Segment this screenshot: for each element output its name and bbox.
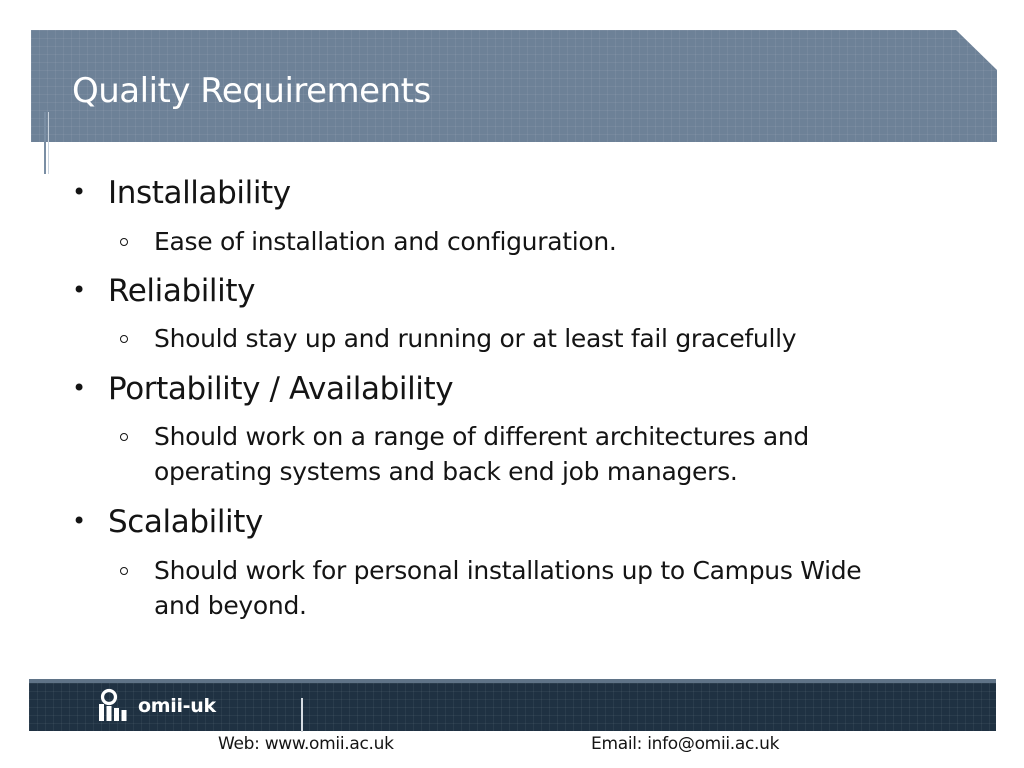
bullet-dot-icon: • bbox=[72, 507, 86, 535]
sub-bullet-ring-icon bbox=[120, 567, 128, 575]
sub-bullet-text: Should work for personal installations up to Campus Wide and beyond. bbox=[154, 556, 862, 620]
omii-logo bbox=[96, 688, 216, 724]
bullet-item bbox=[72, 501, 263, 542]
footer-divider bbox=[301, 698, 303, 732]
sub-bullet-item bbox=[120, 224, 900, 259]
sub-bullet-ring-icon bbox=[120, 335, 128, 343]
sub-bullet-item bbox=[120, 419, 900, 489]
title-accent-line-light bbox=[48, 112, 49, 174]
sub-bullet-ring-icon bbox=[120, 238, 128, 246]
bullet-dot-icon: • bbox=[72, 276, 86, 304]
sub-bullet-item bbox=[120, 553, 900, 623]
bullet-label: Portability / Availability bbox=[108, 371, 454, 407]
logo-text: omii-uk bbox=[138, 695, 216, 717]
sub-bullet-item bbox=[120, 321, 900, 356]
title-accent-line bbox=[44, 112, 46, 174]
slide-title: Quality Requirements bbox=[72, 71, 431, 111]
footer-web-link[interactable]: Web: www.omii.ac.uk bbox=[218, 734, 394, 754]
bullet-item bbox=[72, 270, 255, 311]
sub-bullet-text: Should work on a range of different architectures and operating systems and back end job managers. bbox=[154, 422, 809, 486]
bullet-label: Scalability bbox=[108, 504, 263, 540]
bullet-label: Installability bbox=[108, 175, 291, 211]
omii-logo-icon bbox=[96, 688, 132, 724]
sub-bullet-text: Ease of installation and configuration. bbox=[154, 227, 617, 256]
bullet-dot-icon: • bbox=[72, 374, 86, 402]
footer-email-link[interactable]: Email: info@omii.ac.uk bbox=[591, 734, 780, 754]
bullet-item bbox=[72, 368, 453, 409]
bullet-item bbox=[72, 172, 291, 213]
bullet-dot-icon: • bbox=[72, 178, 86, 206]
bullet-label: Reliability bbox=[108, 273, 256, 309]
sub-bullet-text: Should stay up and running or at least fail gracefully bbox=[154, 324, 797, 353]
sub-bullet-ring-icon bbox=[120, 433, 128, 441]
